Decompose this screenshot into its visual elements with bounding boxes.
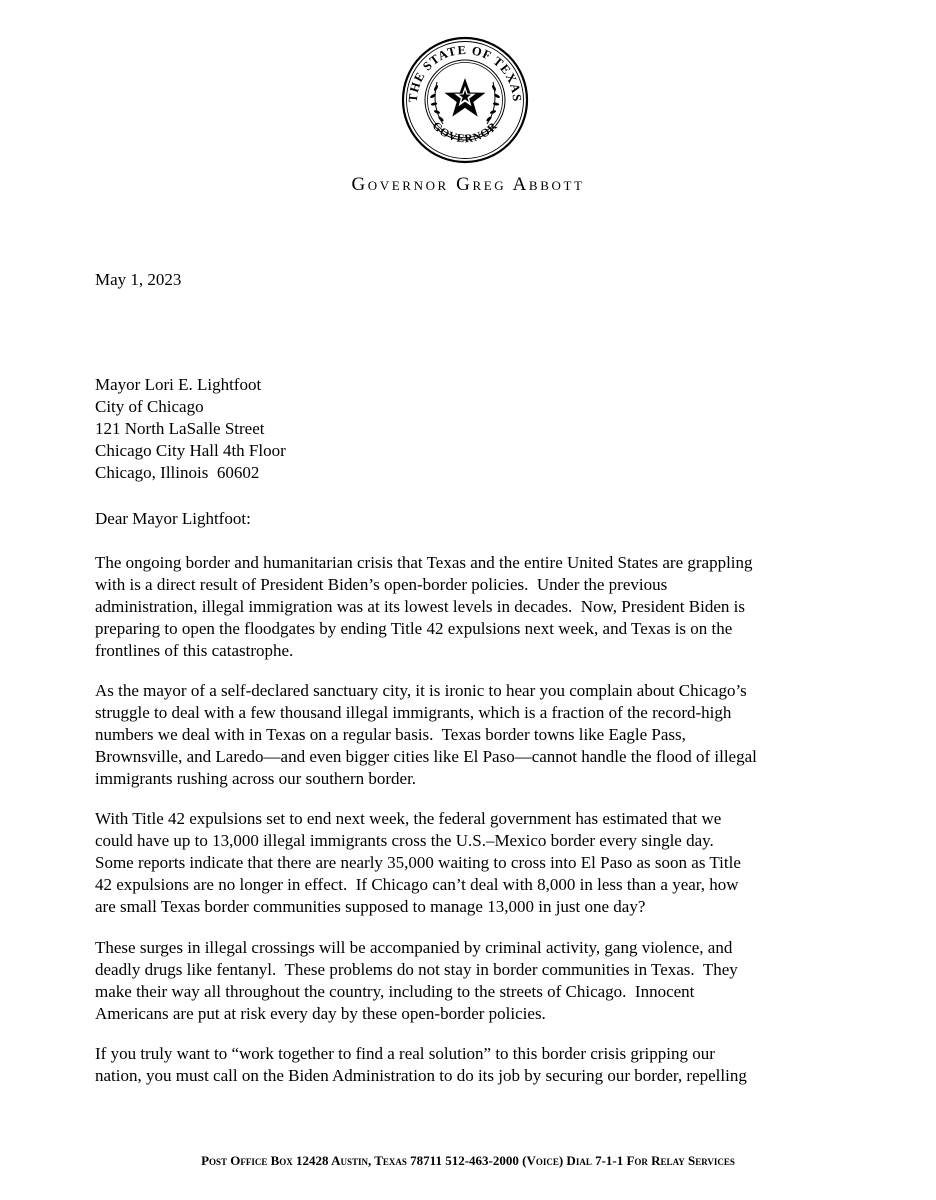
paragraph-line: Brownsville, and Laredo—and even bigger cities like El Paso—cannot handle the flood of illegal: [95, 747, 757, 766]
footer-contact: Post Office Box 12428 Austin, Texas 78711 512-463-2000 (Voice) Dial 7-1-1 For Relay Services: [201, 1153, 735, 1168]
paragraph-line: With Title 42 expulsions set to end next week, the federal government has estimated that we: [95, 809, 722, 828]
paragraph-line: As the mayor of a self-declared sanctuary city, it is ironic to hear you complain about Chicago’s: [95, 681, 747, 700]
letterhead-title: Governor Greg Abbott: [351, 174, 585, 195]
paragraph-line: These surges in illegal crossings will be accompanied by criminal activity, gang violence, and: [95, 938, 733, 957]
letter-date: May 1, 2023: [95, 270, 182, 289]
body-paragraph: [95, 680, 855, 790]
paragraph-line: preparing to open the floodgates by ending Title 42 expulsions next week, and Texas is on the: [95, 619, 733, 638]
address-line: Mayor Lori E. Lightfoot: [95, 375, 262, 394]
body-paragraph: [95, 552, 855, 662]
body-paragraph: [95, 1043, 855, 1087]
paragraph-line: deadly drugs like fentanyl. These problems do not stay in border communities in Texas. They: [95, 960, 738, 979]
texas-governor-seal: [401, 36, 529, 164]
recipient-address: [95, 374, 286, 484]
paragraph-line: could have up to 13,000 illegal immigrants cross the U.S.–Mexico border every single day.: [95, 831, 714, 850]
paragraph-line: make their way all throughout the country, including to the streets of Chicago. Innocent: [95, 982, 695, 1001]
paragraph-line: Americans are put at risk every day by these open-border policies.: [95, 1004, 546, 1023]
salutation: Dear Mayor Lightfoot:: [95, 509, 251, 528]
paragraph-line: immigrants rushing across our southern border.: [95, 769, 417, 788]
seal-outer-text: THE STATE OF TEXAS: [405, 42, 525, 103]
seal-graphic: [401, 36, 529, 164]
paragraph-line: 42 expulsions are no longer in effect. If Chicago can’t deal with 8,000 in less than a year, how: [95, 875, 739, 894]
address-line: Chicago, Illinois 60602: [95, 463, 260, 482]
paragraph-line: are small Texas border communities supposed to manage 13,000 in just one day?: [95, 897, 646, 916]
paragraph-line: with is a direct result of President Biden’s open-border policies. Under the previous: [95, 575, 668, 594]
paragraph-line: nation, you must call on the Biden Administration to do its job by securing our border, repelling: [95, 1066, 747, 1085]
svg-text:GOVERNOR: [430, 120, 501, 145]
paragraph-line: Some reports indicate that there are nearly 35,000 waiting to cross into El Paso as soon as Title: [95, 853, 741, 872]
body-paragraph: [95, 937, 855, 1025]
address-line: 121 North LaSalle Street: [95, 419, 265, 438]
address-line: Chicago City Hall 4th Floor: [95, 441, 286, 460]
address-line: City of Chicago: [95, 397, 204, 416]
paragraph-line: administration, illegal immigration was at its lowest levels in decades. Now, President Biden is: [95, 597, 745, 616]
paragraph-line: The ongoing border and humanitarian crisis that Texas and the entire United States are grappling: [95, 553, 753, 572]
body-paragraph: [95, 808, 855, 918]
paragraph-line: struggle to deal with a few thousand illegal immigrants, which is a fraction of the record-high: [95, 703, 732, 722]
paragraph-line: frontlines of this catastrophe.: [95, 641, 294, 660]
paragraph-line: If you truly want to “work together to find a real solution” to this border crisis gripping our: [95, 1044, 715, 1063]
seal-inner-text: GOVERNOR: [429, 119, 501, 146]
paragraph-line: numbers we deal with in Texas on a regular basis. Texas border towns like Eagle Pass,: [95, 725, 686, 744]
